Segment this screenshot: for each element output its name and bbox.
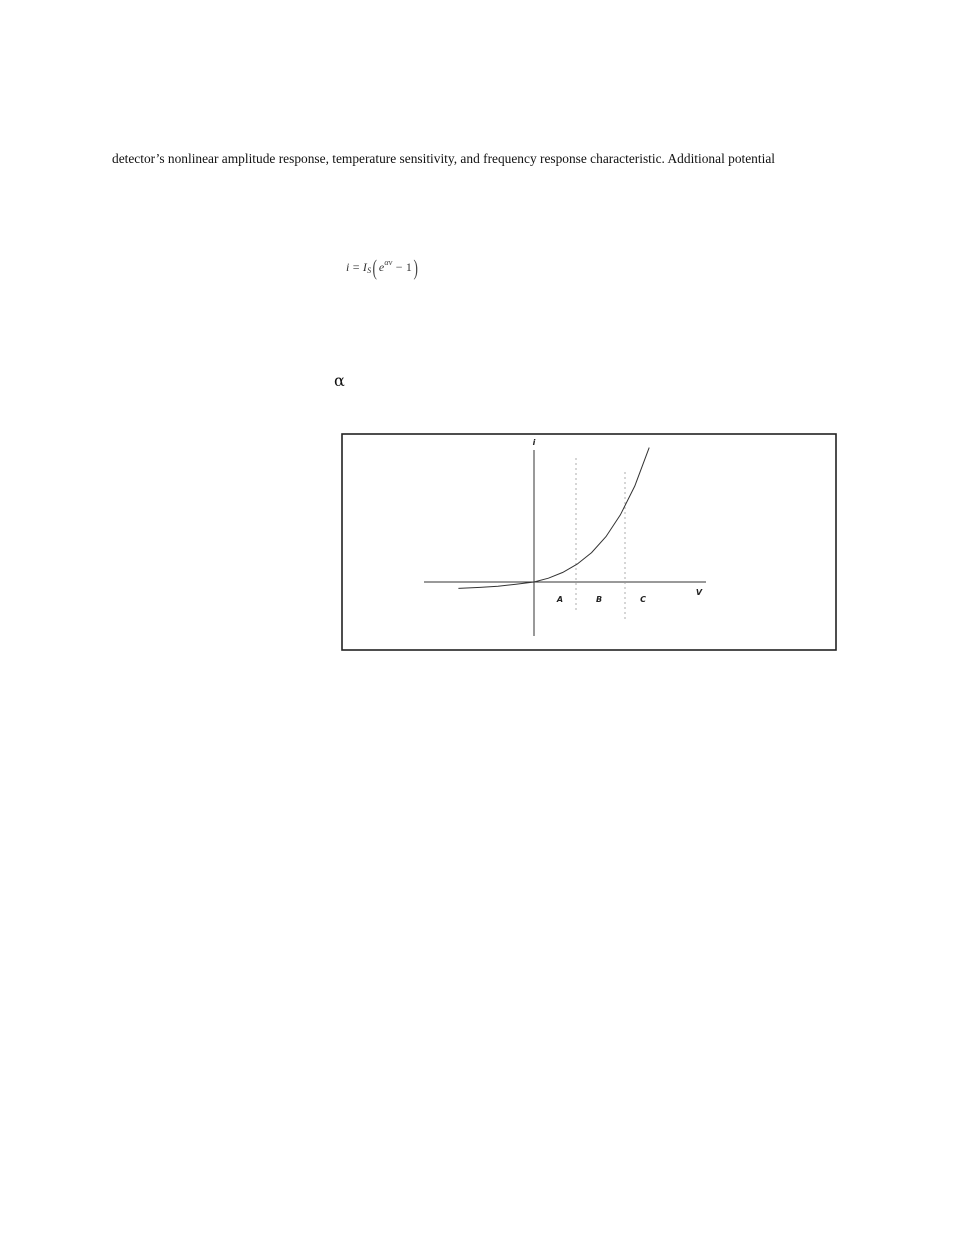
region-label-b: B [595,595,603,604]
equation-close-paren: ) [413,255,419,280]
diode-equation [346,255,420,281]
equation-base: e [378,260,385,274]
y-axis-label: i [532,438,536,447]
x-axis-label: V [695,588,703,597]
equation-minus: − [395,260,403,274]
figure-frame [342,434,836,650]
equation-exponent: αv [384,258,393,267]
body-text-line: detector’s nonlinear amplitude response, temperature sensitivity, and frequency response characteristic. Additional potential [112,151,775,166]
region-label-a: A [556,595,564,604]
equation-equals: = [352,260,360,274]
equation-coefficient: I [362,260,368,274]
diode-curve [458,448,649,589]
alpha-symbol: α [334,371,345,390]
diode-iv-chart [340,432,838,654]
equation-lhs: i [346,260,350,274]
diode-iv-figure [340,432,838,654]
equation-coefficient-sub: S [367,266,372,275]
region-label-c: C [640,595,646,604]
equation-one: 1 [405,260,413,274]
equation-open-paren: ( [372,255,378,280]
